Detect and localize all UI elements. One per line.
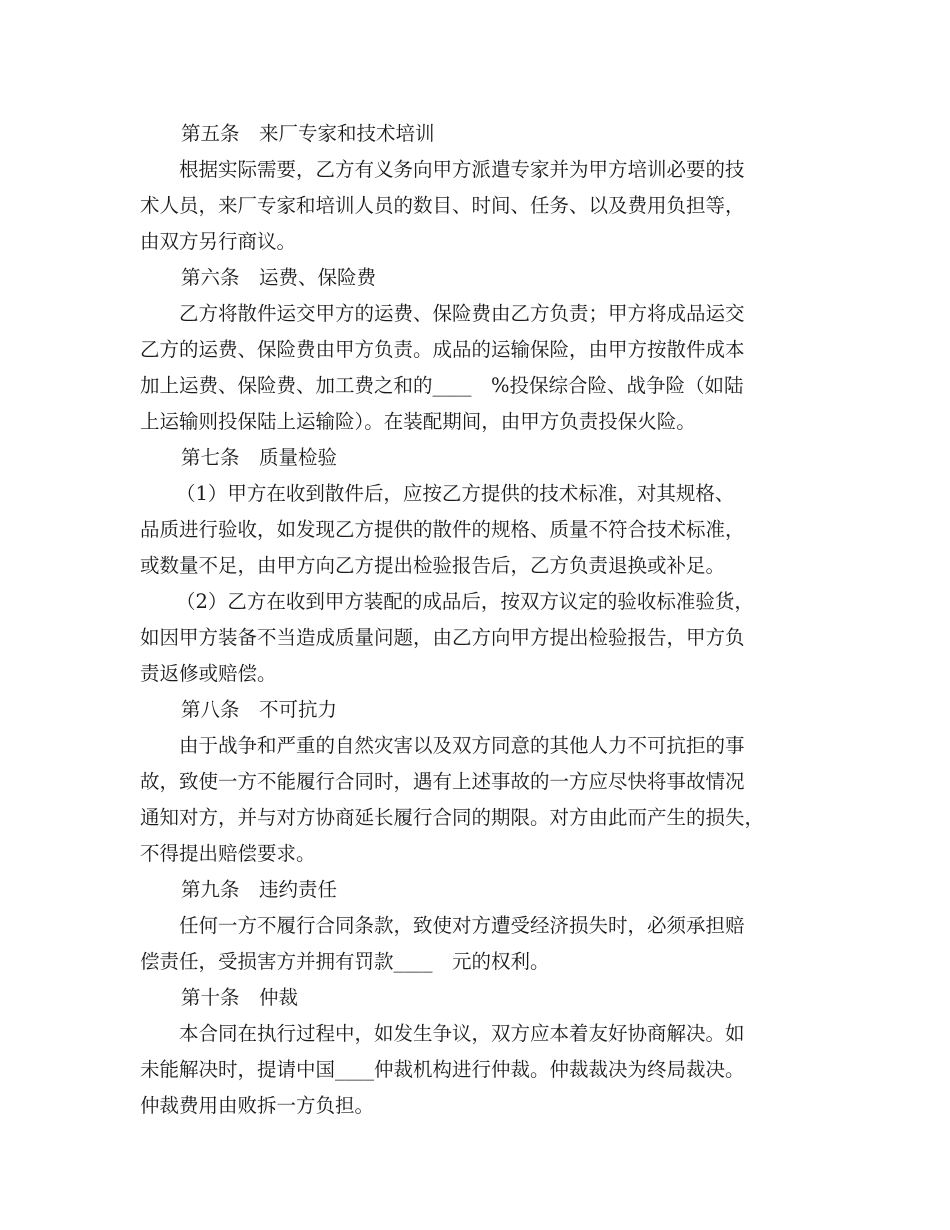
article-7-item-1-line: 品质进行验收，如发现乙方提供的散件的规格、质量不符合技术标准， xyxy=(140,518,745,541)
article-7-item-1-line: 或数量不足，由甲方向乙方提出检验报告后，乙方负责退换或补足。 xyxy=(140,554,726,577)
article-7-item-2-line: （2）乙方在收到甲方装配的成品后，按双方议定的验收标准验货， xyxy=(176,590,754,613)
article-7-item-2-line: 如因甲方装备不当造成质量问题，由乙方向甲方提出检验报告，甲方负 xyxy=(140,626,745,649)
article-6-line: 乙方的运费、保险费由甲方负责。成品的运输保险，由甲方按散件成本 xyxy=(140,338,745,361)
article-10-line: 未能解决时，提请中国____仲裁机构进行仲裁。仲裁裁决为终局裁决。 xyxy=(140,1058,745,1081)
article-5-line: 由双方另行商议。 xyxy=(140,230,297,253)
article-9-line: 任何一方不履行合同条款，致使对方遭受经济损失时，必须承担赔 xyxy=(179,914,745,937)
article-9-heading: 第九条 违约责任 xyxy=(181,878,338,901)
article-5-heading: 第五条 来厂专家和技术培训 xyxy=(181,122,435,145)
article-6-line: 上运输则投保陆上运输险）。在装配期间，由甲方负责投保火险。 xyxy=(140,410,696,433)
article-5-line: 术人员，来厂专家和培训人员的数目、时间、任务、以及费用负担等， xyxy=(140,194,745,217)
article-8-line: 由于战争和严重的自然灾害以及双方同意的其他人力不可抗拒的事 xyxy=(179,734,745,757)
article-10-heading: 第十条 仲裁 xyxy=(181,986,299,1009)
article-8-heading: 第八条 不可抗力 xyxy=(181,698,338,721)
article-7-heading: 第七条 质量检验 xyxy=(181,446,338,469)
article-7-item-2-line: 责返修或赔偿。 xyxy=(140,662,277,685)
article-8-line: 故，致使一方不能履行合同时，遇有上述事故的一方应尽快将事故情况 xyxy=(140,770,745,793)
article-6-line: 乙方将散件运交甲方的运费、保险费由乙方负责；甲方将成品运交 xyxy=(179,302,745,325)
article-9-line: 偿责任，受损害方并拥有罚款____ 元的权利。 xyxy=(140,950,550,973)
article-10-line: 本合同在执行过程中，如发生争议，双方应本着友好协商解决。如 xyxy=(179,1022,745,1045)
article-6-heading: 第六条 运费、保险费 xyxy=(181,266,377,289)
article-6-line: 加上运费、保险费、加工费之和的____ %投保综合险、战争险（如陆 xyxy=(140,374,744,397)
article-8-line: 通知对方，并与对方协商延长履行合同的期限。对方由此而产生的损失， xyxy=(140,806,765,829)
article-5-line: 根据实际需要，乙方有义务向甲方派遣专家并为甲方培训必要的技 xyxy=(179,158,745,181)
article-8-line: 不得提出赔偿要求。 xyxy=(140,842,316,865)
article-7-item-1-line: （1）甲方在收到散件后，应按乙方提供的技术标准，对其规格、 xyxy=(176,482,735,505)
article-10-line: 仲裁费用由败拆一方负担。 xyxy=(140,1094,375,1117)
contract-body xyxy=(140,116,820,1124)
